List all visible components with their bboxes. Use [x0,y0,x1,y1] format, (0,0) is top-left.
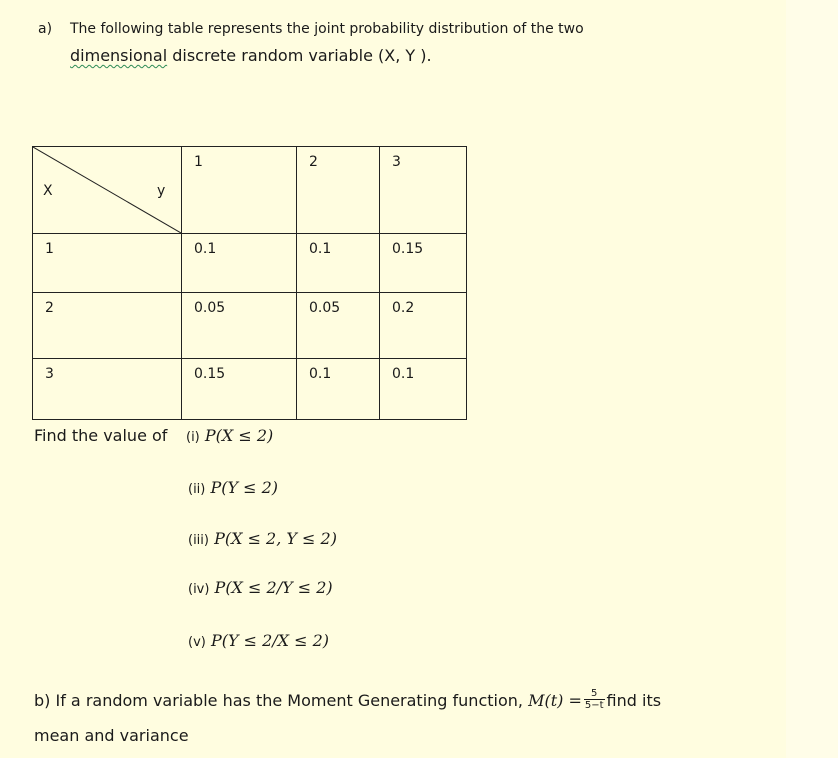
part-v [188,633,329,649]
part-expression: P(Y ≤ 2) [210,478,279,497]
page-bottom-strip [0,758,838,778]
table-cell [380,359,467,420]
row-header-value: 2 [45,300,54,316]
part-expression: P(X ≤ 2, Y ≤ 2) [214,529,337,548]
column-variable-label: y [157,183,166,199]
table-cell [297,293,380,359]
spellcheck-underlined-word: dimensional [70,46,168,65]
mgf-fraction [584,688,605,711]
table-cell [297,359,380,420]
joint-probability-table [32,146,467,420]
part-number: (iii) [188,533,209,548]
part-expression: P(X ≤ 2) [204,426,274,445]
part-ii [188,480,278,496]
row-header [33,359,182,420]
row-header [33,234,182,293]
question-a-intro-line1: The following table represents the joint probability distribution of the two [70,21,584,37]
probability-value: 0.05 [309,300,341,316]
probability-value: 0.15 [392,241,424,257]
column-header-value: 1 [194,154,203,170]
page-margin-strip [786,0,838,758]
probability-value: 0.1 [194,241,217,257]
part-number: (v) [188,635,206,650]
probability-value: 0.1 [309,241,332,257]
part-iii [188,531,337,547]
mgf-lhs: M(t) = [528,691,582,710]
table-cell [182,293,297,359]
question-a-label: a) [38,21,53,37]
part-expression: P(Y ≤ 2/X ≤ 2) [210,631,330,650]
row-variable-label: X [43,183,53,199]
part-iv [188,580,333,596]
column-header-value: 3 [392,154,401,170]
part-expression: P(X ≤ 2/Y ≤ 2) [214,578,333,597]
diagonal-header-cell [33,147,182,234]
find-label: Find the value of [34,426,168,445]
table-cell [182,359,297,420]
part-number: (iv) [188,582,210,597]
probability-value: 0.15 [194,366,226,382]
column-header [297,147,380,234]
table-row [33,293,467,359]
question-b-line2: mean and variance [34,726,189,745]
row-header [33,293,182,359]
table-cell [380,293,467,359]
probability-value: 0.2 [392,300,415,316]
part-i [186,428,273,444]
intro-line2-rest: discrete random variable (X, Y ). [167,46,432,65]
table-cell [297,234,380,293]
fraction-numerator: 5 [584,688,605,700]
table-cell [380,234,467,293]
question-b-text: b) If a random variable has the Moment Generating function, [34,691,529,710]
part-number: (i) [186,430,200,445]
table-row [33,234,467,293]
table-cell [182,234,297,293]
question-a-intro-line2 [70,48,432,64]
row-header-value: 3 [45,366,54,382]
question-b-line1 [34,690,661,713]
probability-value: 0.1 [392,366,415,382]
fraction-denominator: 5−t [584,700,604,711]
table-header-row [33,147,467,234]
part-number: (ii) [188,482,206,497]
column-header-value: 2 [309,154,318,170]
row-header-value: 1 [45,241,54,257]
probability-value: 0.05 [194,300,226,316]
column-header [380,147,467,234]
table-row [33,359,467,420]
column-header [182,147,297,234]
question-b-text-after: find its [606,691,662,710]
probability-value: 0.1 [309,366,332,382]
